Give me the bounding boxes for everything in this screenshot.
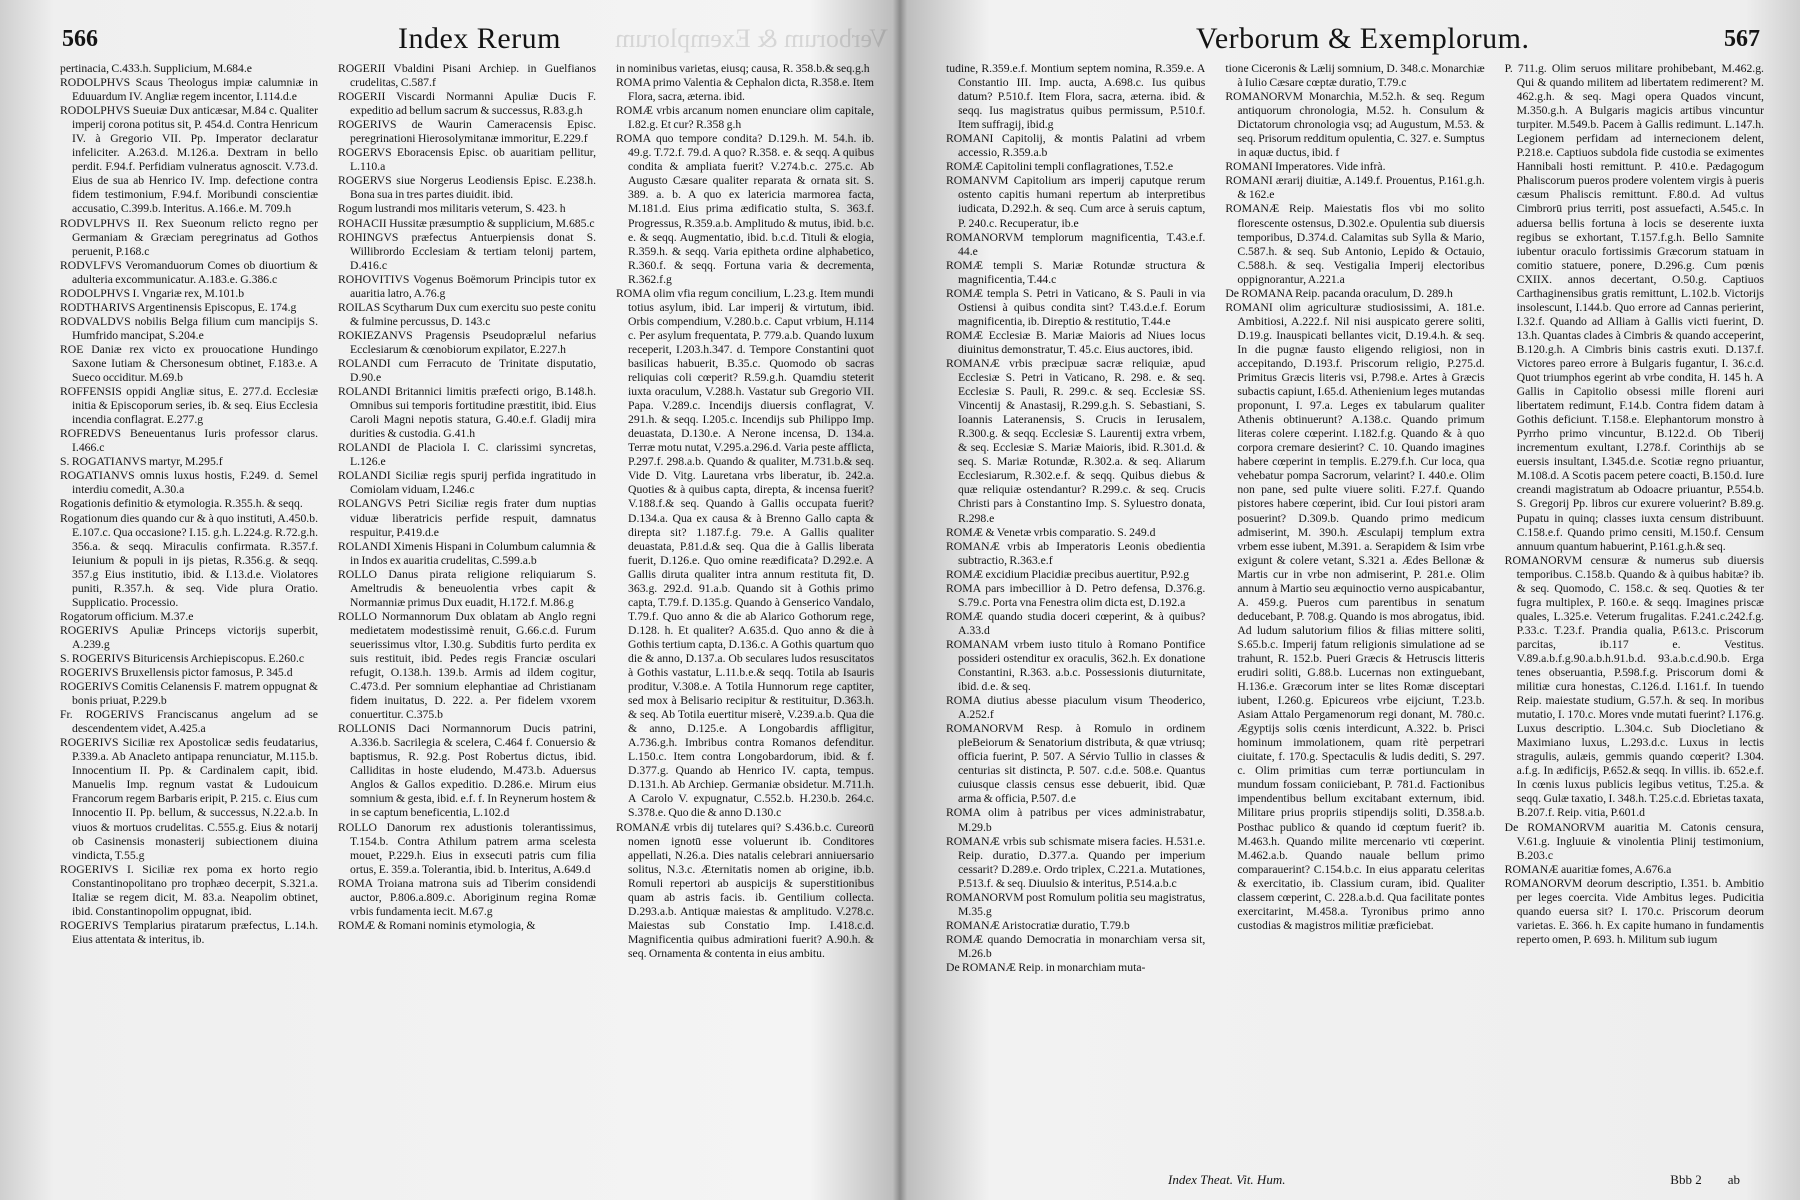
index-entry: ROMANÆ vrbis dij tutelares qui? S.436.b.c. Cureorū nomen ignotū esse voluerunt ib. Conditores appellati, N.26.a. Dies natalis celebrari anniuersario solitus, N.3.c. Æternitatis nomen ab origine, ib.b. Romuli repertori ab auspicijs & superstitionibus quam ab astris facis. ib. Gentilium collecta. D.293.a.b. Antiquæ maiestas & amplitudo. V.278.c. Maiestas sub Constatio Imp. I.418.c.d. Magnificentia quibus admirationi fuerit? A.90.h. & seq. Ornamenta & contenta in eius ambitu. [616, 820, 874, 960]
index-entry: ROMA olim vfia regum concilium, L.23.g. Item mundi totius asylum, ibid. Lar imperij & virtutum, ibid. Orbis compendium, V.280.b.c. Caput vrbium, H.114 c. Per asylum frequentata, P. 779.a.b. Quando luxum receperit, I.203.h.347. d. Tempore Constantini quot basilicas habuerit, B.35.c. Quomodo ob sacras reliquias coli cœperit? R.59.g.h. Quamdiu steterit iuxta oraculum, V.288.h. Vastatur sub Gregorio VII. Papa. V.289.c. Incendijs diuersis conflagrat, V. 291.h. & seqq. I.205.c. Incendijs sub Philippo Imp. deuastata, D.130.e. A Nerone incensa, D. 134.a. Terræ motu nutat, V.295.a.296.d. Varia peste afflicta, P.297.f. 298.a.b. Quando & qualiter, M.731.b.& seq. Vide D. Vitg. Lauretana vrbs liberatur, ib. 242.a. Quoties & à quibus capta, direpta, & incensa fuerit? V.188.f.& seq. Quando à Gallis occupata fuerit? D.134.a. Qua ex causa & à Brenno Gallo capta & direpta sit? 1.187.f.g. 79.e. A Gallis qualiter deuastata, P.81.d.& seq. Qua die à Gallis liberata fuerit, D.126.e. Quo omine reædificata? D.292.e. A Gallis diruta qualiter intra annum restituta fit, D. 363.g. 292.d. 91.a.b. Quando sit à Gothis primo capta, T.79.f. D.135.g. Quando à Genserico Vandalo, T.79.f. Quo anno & die ab Alarico Gothorum rege, D.128. h. Et qualiter? A.635.d. Quo anno & die à Gothis tertium capta, D.136.c. A Gothis quartum quo die & anno, D.137.a. Ob seculares ludos resuscitatos à Gothis vastatur, L.11.b.e.& seqq. Totila ab Isauris proditur, V.308.e. A Totila Hunnorum rege captiter, sed mox à Belisario recipitur & restituitur, D.363.h. & seq. Ab Totila euertitur miserè, V.239.a.b. Qua die & anno, D.125.e. A Longobardis affligitur, A.736.g.h. Imbribus contra Romanos defenditur. L.150.c. Item contra Longobardorum, ibid. & f. D.377.g. Quando ab Henrico IV. capta, tempus. D.131.h. Ab Archiep. Germaniæ obsidetur. M.711.h. A Carolo V. expugnatur, C.552.b. H.230.b. 264.c. S.378.e. Quo die & anno D.130.c [616, 286, 874, 820]
index-column [616, 62, 874, 1178]
index-entry: ROMANORVM post Romulum politia seu magistratus, M.35.g [946, 890, 1206, 918]
index-entry: ROMANI Imperatores. Vide infrà. [1225, 160, 1386, 174]
index-entry: pertinacia, C.433.h. Supplicium, M.684.e [60, 62, 252, 75]
index-entry: ROGERIVS I. Siciliæ rex poma ex horto regio Constantinopolitano pro trophæo decerpit, S.321.a. Italiæ se regem dicit, M. 83.a. Neapolim obtinet, ibid. Constantinopolim oppugnat, ibid. [60, 862, 318, 918]
index-entry: in nominibus varietas, eiusq; causa, R. 358.b.& seq.g.h [616, 62, 870, 75]
index-entry: ROMANÆ vrbis sub schismate misera facies. H.531.e. Reip. duratio, D.377.a. Quando per imperium cessarit? D.289.e. Ordo triplex, C.221.a. Mutationes, P.513.f. & seq. Diuulsio & interitus, P.514.a.b.c [946, 834, 1206, 890]
index-entry: ROMÆ Ecclesiæ B. Mariæ Maioris ad Niues locus diuinitus demonstratur, T. 45.c. Eius auctores, ibid. [946, 328, 1206, 356]
index-entry: De ROMANORVM auaritia M. Catonis censura, V.61.g. Ingluuie & vinolentia Plinij testimonium, B.203.c [1504, 820, 1764, 862]
index-entry: ROGERII Vbaldini Pisani Archiep. in Guelfianos crudelitas, C.587.f [338, 62, 596, 90]
index-entry: ROKIEZANVS Pragensis Pseudoprælul nefarius Ecclesiarum & cœnobiorum expilator, E.227.h [338, 328, 596, 356]
index-entry: Rogationis definitio & etymologia. R.355.h. & seqq. [60, 497, 303, 511]
index-entry: ROFFENSIS oppidi Angliæ situs, E. 277.d. Ecclesiæ initia & Episcoporum series, ib. & seq. Eius Ecclesia incendia conflagrat. E.277.g [60, 385, 318, 427]
index-entry: Rogatorum officium. M.37.e [60, 609, 194, 623]
index-column [946, 62, 1205, 1178]
index-entry: De ROMANA Reip. pacanda oraculum, D. 289.h [1225, 286, 1453, 300]
index-entry: ROMANORVM Monarchia, M.52.h. & seq. Regum antiquorum chronologia, M.52. h. Consulum & Dictatorum chronologia vsq; ad Augustum, M.53. & seq. Prisorum redditum opulentia, C. 327. e. Sumptus in aquæ ductus, ibid. f [1225, 90, 1485, 160]
index-entry: ROMANI Capitolij, & montis Palatini ad vrbem accessio, R.359.a.b [946, 132, 1206, 160]
index-entry: ROMANÆ Reip. Maiestatis flos vbi mo solito florescente ostensus, D.302.e. Opulentia sub diuersis temporibus, D.374.d. Calamitas sub Sylla & Mario, C.587.h. & seq. Sub Antonio, Lepido & Octauio, C.588.h. & seq. Vestigalia Imperij electoribus oppignorantur, A.221.a [1225, 202, 1485, 286]
index-column [1225, 62, 1484, 1178]
catchword: ab [1727, 1172, 1740, 1187]
index-entry: ROMANORVM deorum descriptio, I.351. b. Ambitio per leges coercita. Vide Ambitus leges. Pudicitia quando euersa sit? I. 170.c. Priscorum deorum varietas. E. 366. h. Ex capite humano in fundamentis reperto omen, P. 693. h. Militum sub iugum [1504, 876, 1764, 946]
index-column [60, 62, 318, 1178]
index-entry: ROLLONIS Daci Normannorum Ducis patrini, A.336.b. Sacrilegia & scelera, C.464 f. Conuersio & baptismus, R. 92.g. Post Robertus dictus, ibid. Calliditas in hoste eludendo, M.473.b. Aduersus Anglos & Gallos expeditio. D.286.e. Mirum eius somnium & gesta, ibid. e.f. f. In Reynerum hostem & in se captum beneficentia, L.102.d [338, 722, 596, 820]
index-entry: RODOLPHVS Scaus Theologus impiæ calumniæ in Eduuardum IV. Angliæ regem incentor, I.114.d.e [60, 76, 318, 104]
index-column [1505, 62, 1764, 1178]
index-entry: ROMA Troiana matrona suis ad Tiberim considendi auctor, P.806.a.809.c. Aboriginum regina Romæ vrbis fundamenta iecit. M.67.g [338, 876, 596, 918]
index-entry: RODTHARIVS Argentinensis Episcopus, E. 174.g [60, 300, 297, 314]
index-entry: ROMÆ vrbis arcanum nomen enunciare olim capitale, I.82.g. Et cur? R.358 g.h [616, 104, 874, 132]
index-entry: ROMANÆ vrbis præcipuæ sacræ reliquiæ, apud Ecclesiæ S. Petri in Vaticano, R. 298. e. & seq. Ecclesiæ S. Pauli, R. 299.c. & seq. Ecclesiæ SS. Vincentij & Anastasij, R.299.g.h. S. Sebastiani, S. Ioannis Lateranensis, S. Crucis in Ierusalem, R.300.g. & seqq. Ecclesiæ S. Laurentij extra vrbem, & seq. Ecclesiæ S. Mariæ Maioris, ibid. R.301.d. & seq. S. Mariæ Rotundæ, R.302.a. & seq. Aliarum Ecclesiarum, R.302.e.f. & seqq. Quibus diebus & quæ reliquiæ ostendantur? R.299.c. & seq. Crucis Christi pars à Constantino Imp. S. Syluestro donata, R.298.e [946, 356, 1206, 525]
index-entry: ROMÆ excidium Placidiæ precibus auertitur, P.92.g [946, 567, 1190, 581]
index-entry: ROLANDI de Placiola I. C. clarissimi syncretas, L.126.e [338, 441, 596, 469]
index-entry: ROLANDI Britannici limitis præfecti origo, B.148.h. Omnibus sui temporis fortitudine præstitit, ibid. Eius Caroli Magni nepotis statura, G.40.e.f. Gladij mira durities & custodia. G.41.h [338, 385, 596, 441]
index-entry: ROLANDI Ximenis Hispani in Columbum calumnia & in Indos ex auaritia crudelitas, C.599.a.b [338, 539, 596, 567]
index-entry: ROMÆ quando Democratia in monarchiam versa sit, M.26.b [946, 932, 1206, 960]
index-entry: ROHOVITIVS Vogenus Boëmorum Principis tutor ex auaritia latro, A.76.g [338, 272, 596, 300]
index-entry: ROGERII Viscardi Normanni Apuliæ Ducis F. expeditio ad bellum sacrum & successus, R.83.g.h [338, 90, 596, 118]
index-entry: ROGERIVS Siciliæ rex Apostolicæ sedis feudatarius, P.339.a. Ab Anacleto antipapa renunciatur, M.115.b. Innocentium II. Pp. & Cardinalem capit, ibid. Manuelis Imp. regnum vastat & Ludouicum Francorum regem Barbaris eripit, P. 215. c. Eius cum Innocentio II. Pp. bellum, & successus, N.22.a.b. In viuos & mortuos crudelitas. C.555.g. Eius & notarij ob Casinensis monasterij subiectionem diuina vindicta, T.55.g [60, 736, 318, 862]
index-entry: ROGERIVS Comitis Celanensis F. matrem oppugnat & bonis priuat, P.229.b [60, 680, 318, 708]
index-entry: ROMA primo Valentia & Cephalon dicta, R.358.e. Item Flora, sacra, æterna. ibid. [616, 76, 874, 104]
index-entry: ROLANGVS Petri Siciliæ regis frater dum nuptias viduæ liberatricis perfide respuit, damnatus respuitur, P.419.d.e [338, 497, 596, 539]
right-running-title: Verborum & Exemplorum. [1196, 22, 1530, 55]
index-entry: ROGERVS siue Norgerus Leodiensis Episc. E.238.h. Bona sua in tres partes diuidit. ibid. [338, 174, 596, 202]
index-entry: ROGERIVS Apuliæ Princeps victorijs superbit, A.239.g [60, 623, 318, 651]
index-entry: ROE Daniæ rex victo ex prouocatione Hundingo Saxone Iutiam & Chersonesum obtinet, F.183.e. A Sueco occiditur. M.69.b [60, 342, 318, 385]
index-entry: ROMA olim à patribus per vices administrabatur, M.29.b [946, 806, 1206, 834]
index-entry: RODOLPHVS Sueuiæ Dux anticæsar, M.84 c. Qualiter imperij corona potitus sit, P. 454.d. Contra Henricum IV. à Gregorio VII. Pp. Imperator declaratur infeliciter. A.263.d. M.126.a. Dextram in bello perdit. F.94.f. Perfidiam vulneratus agnoscit. V.73.d. Eius de sua ab Henrico IV. Imp. defectione contra fidem testimonium, F.94.f. Moribundi conscientiæ accusatio, C.399.b. Interitus. A.166.e. M. 709.h [60, 104, 318, 216]
index-entry: ROMÆ Capitolini templi conflagrationes, T.52.e [946, 160, 1174, 174]
index-entry: ROLLO Danorum rex adustionis tolerantissimus, T.154.b. Contra Athilum patrem arma scelesta mouet, P.229.h. Eius in exsecuti patris cum filia ortus, E. 359.a. Tolerantia, ibid. b. Interitus, A.649.d [338, 820, 596, 876]
index-entry: Rogationum dies quando cur & à quo instituti, A.450.b. E.107.c. Qua occasione? I.15. g.h. L.224.g. R.72.g.h. 356.a. & seqq. Miraculis confirmata. R.357.f. Ieiunium & populi in ijs pietas, R.356.g. & seqq. 357.g Eius institutio, ibid. & I.13.d.e. Violatores puniti, R.357.h. & seq. Vide plura Oratio. Supplicatio. Processio. [60, 511, 318, 609]
index-entry: ROLLO Normannorum Dux oblatam ab Anglo regni medietatem modestissimè renuit, G.66.c.d. Furum seuerissimus vltor, I.30.g. Subditis furto perdita ex suis restituit, ibid. Pedes regis Franciæ osculari refugit, O.138.h. 139.b. Armis ad ildem cogitur, C.473.d. Per somnium elephantiae ad Christianam fidem inuitatus, D. 222. a. Per fidelem vxorem conuertitur. C.375.b [338, 609, 596, 722]
index-entry: Fr. ROGERIVS Franciscanus angelum ad se descendentem videt, A.425.a [60, 708, 318, 736]
index-entry: ROMÆ quando studia doceri cœperint, & à quibus? A.33.d [946, 609, 1206, 637]
index-entry: tudine, R.359.e.f. Montium septem nomina, R.359.e. A Constantio III. Imp. aucta, A.698.c. Ius quibus datum? P.510.f. Item Flora, sacra, æterna. ibid. & seqq. Ius magistratus quibus permissum, P.510.f. Item suffragij, ibid.g [946, 62, 1206, 132]
index-entry: ROMANÆ vrbis ab Imperatoris Leonis obedientia subtractio, R.363.e.f [946, 539, 1206, 567]
index-entry: ROGERIVS de Waurin Cameracensis Episc. peregrinationi Hierosolymitanæ immoritur, E.229.f [338, 118, 596, 146]
right-page-header [900, 22, 1800, 62]
index-entry: ROMA pars imbecillior à D. Petro defensa, D.376.g. S.79.c. Porta vna Fenestra olim dicta est, D.192.a [946, 581, 1206, 609]
index-entry: ROGERIVS Templarius piratarum præfectus, L.14.h. Eius attentata & interitus, ib. [60, 918, 318, 946]
index-entry: Rogum lustrandi mos militaris veterum, S. 423. h [338, 202, 566, 216]
left-page-columns [60, 62, 874, 1178]
signature: Bbb 2 [1670, 1172, 1702, 1187]
index-entry: tione Ciceronis & Lælij somnium, D. 348.c. Monarchiæ à Iulio Cæsare cœptæ duratio, T.79.c [1225, 62, 1485, 90]
index-entry: ROHACII Hussitæ præsumptio & supplicium, M.685.c [338, 216, 595, 230]
index-entry: ROMANORVM censuræ & numerus sub diuersis temporibus. C.158.b. Quando & à quibus habitæ? ib. & seq. Quomodo, C. 158.c. & seq. Quoties & ter fugra multiplex, P. 160.e. & seqq. Imagines priscæ quales, L.325.e. Veterum frugalitas. F.241.c.242.f.g. P.33.c. T.23.f. Prandia qualia, P.613.c. Priscorum parcitas, ib.117 e. Vestitus. V.89.a.b.f.g.90.a.b.h.91.b.d. 93.a.b.c.d.90.b. Erga tenes obseruantia, P.598.f.g. Priscorum domi & militiæ cura honestas, C.126.d. I.161.f. In tuendo Reip. maiestate studium, G.57.h. & seq. In moribus mutatio, I. 170.c. Mores vnde mutati fuerint? I.176.g. Luxus descriptio. L.304.c. Sub Diocletiano & Maximiano luxus, L.293.d.c. Luxus in lectis stragulis, aulæis, gemmis quando cœperit? I.304. a.f.g. In ædificijs, P.652.& seqq. In villis. ib. 652.e.f. In cœnis luxus publicis legibus vetitus, T.25.a. & seqq. Gulæ taxatio, I. 348.h. T.25.c.d. Ebrietas taxata, B.207.f. Reip. vitia, P.601.d [1504, 553, 1764, 820]
index-entry: ROMÆ & Venetæ vrbis comparatio. S. 249.d [946, 525, 1156, 539]
index-entry: ROGERVS Eboracensis Episc. ob auaritiam pellitur, L.110.a [338, 146, 596, 174]
index-entry: P. 711.g. Olim seruos militare prohibebant, M.462.g. Qui & quando militem ad libertatem redimerent? M. 462.g.h. & seq. Magi opera Quados vincunt, M.350.g.h. A Bulgaris magicis artibus vincuntur turpiter. M.549.b. Pacem à Gallis redimunt. L.147.h. Legionem perfidam ad internecionem delent, P.218.e. Captiuos subdola fide custodia se eximentes Hannibali hosti remittunt. P. 410.e. Pædagogum Phaliscorum pueros prodere volentem virgis à pueris cæsum Phaliscis remittunt. F.80.d. Ad vultus Cimbrorū prius territi, post assuefacti, A.545.c. In aduersa bellis fortuna à locis se deserente iuxta regibus se exhortant, T.157.f.g.h. Bello Samnite iubentur oraculo fortissimis Græcorum statuam in comitio statuere, ponere, D.296.g. Cum pœnis CXIIX. annos decertant, O.50.g. Captiuos Carthaginensibus gratis remittunt, L.102.b. Victorijs insolescunt, I.144.b. Quo errore ad Cannas perierint, I.32.f. Quando ad Alliam à Gallis victi fuerint, D. 13.h. Quantas clades à Cimbris & quando acceperint, B.120.g.h. A Cimbris binis castris exuti. D.137.f. Victores pareo errore à Bulgaris fugantur, I. 36.c.d. Quot triumphos egerint ab vrbe condita, H. 145 h. A Gallis in Capitolio obsessi mille floreni auri libertatem redimunt, F.14.b. Contra fidem datam à Gothis deficiunt. T.158.e. Elephantorum monstro à Pyrrho primo vincuntur, B.122.d. Ob Tiberij incrementum exultant, I.278.f. Corinthijs ab se euersis insultant, I.345.d.e. Scotiæ regno priuantur, M.108.d. A Scotis pacem petere coacti, B.150.d. Iure creandi magistratum ab Odoacre priuantur, P.554.b. S. Gregorij Pp. libros cur exurere voluerint? B.89.g. Pupatu in quinq; classes iuxta censum distribuunt. C.158.e.f. Quando primo censiti, M.150.f. Censum annuum quantum habuerint, P.161.g.h.& seq. [1504, 62, 1764, 553]
index-entry: ROMA quo tempore condita? D.129.h. M. 54.h. ib. 49.g. T.72.f. 79.d. A quo? R.358. e. & seqq. A quibus condita & ampliata fuerit? V.274.b.c. 275.c. Ab Augusto Cæsare qualiter reparata & ornata sit. S. 389. a. b. A quo ex latericia marmorea facta, M.181.d. Eius prima ædificatio stulta, S. 363.f. Progressus, R.359.a.b. Amplitudo & mutus, ibid. b.c. e. & seqq. Augmentatio, ibid. b.c.d. Tituli & elogia, R.359.h. & seqq. Varia epitheta ordine alphabetico, R.360.f. & seqq. Fortuna varia & decrementa, R.362.f.g [616, 132, 874, 286]
index-entry: ROHINGVS præfectus Antuerpiensis donat S. Willibrordo Ecclesiam & tertiam telonij partem, D.416.c [338, 230, 596, 272]
index-entry: ROMANORVM templorum magnificentia, T.43.e.f. 44.e [946, 230, 1206, 258]
index-entry: ROGATIANVS omnis luxus hostis, F.249. d. Semel interdiu comedit, A.30.a [60, 469, 318, 497]
footer-note: Index Theat. Vit. Hum. [1168, 1172, 1286, 1187]
index-entry: RODOLPHVS I. Vngariæ rex, M.101.b [60, 286, 245, 300]
index-entry: RODVLPHVS II. Rex Sueonum relicto regno per Germaniam & Græciam peregrinatus ad Gothos peruenit, P.168.c [60, 216, 318, 258]
left-page-header [0, 22, 900, 62]
show-through-title: Verborum & Exemplorum [615, 24, 888, 53]
right-page [900, 0, 1800, 1200]
index-entry: ROMANÆ auaritiæ fomes, A.676.a [1504, 862, 1672, 876]
index-entry: ROLLO Danus pirata religione reliquiarum S. Ameltrudis & beneuolentia vrbes capit & Normanniæ primus Dux euadit, H.172.f. M.86.g [338, 567, 596, 609]
right-page-number: 567 [1724, 26, 1760, 52]
index-entry: ROMANORVM Resp. à Romulo in ordinem pleBeiorum & Senatorium distributa, & quæ vtriusq; officia fuerint, P. 507. A Sérvio Tullio in classes & centurias sit distincta, P. 507. c.d.e. 508.e. Quantus cuiusque classis census esse debuerit, ibid. Quæ arma & officia, P.507. d.e [946, 722, 1206, 806]
index-entry: ROMANVM Capitolium ars imperij caputque rerum ostento capitis humani repertum ab interpretibus iudicata, D.292.h. & seq. Cum arce à seruis captum, P. 240.c. Recuperatur, ib.e [946, 174, 1206, 230]
index-entry: ROFREDVS Beneuentanus Iuris professor clarus. I.466.c [60, 427, 318, 455]
index-entry: ROILAS Scytharum Dux cum exercitu suo peste conitu & fulmine percussus, D. 143.c [338, 300, 596, 328]
index-entry: ROLANDI cum Ferracuto de Trinitate disputatio, D.90.e [338, 356, 596, 385]
index-entry: S. ROGERIVS Bituricensis Archiepiscopus. E.260.c [60, 651, 305, 665]
index-entry: De ROMANÆ Reip. in monarchiam muta- [946, 961, 1146, 974]
right-page-columns [946, 62, 1764, 1178]
index-entry: ROMÆ templa S. Petri in Vaticano, & S. Pauli in via Ostiensi à quibus condita sint? T.43.d.e.f. Eorum magnificentia, ib. Direptio & restitutio, T.44.e [946, 286, 1206, 328]
index-entry: ROMÆ templi S. Mariæ Rotundæ structura & magnificentia, T.44.c [946, 258, 1206, 286]
signature-mark [1670, 1172, 1740, 1188]
left-running-title: Index Rerum [398, 22, 561, 55]
index-entry: ROMANÆ Aristocratiæ duratio, T.79.b [946, 918, 1130, 932]
index-entry: ROMANI olim agriculturæ studiosissimi, A. 181.e. Ambitiosi, A.222.f. Nil nisi auspicato gerere soliti, D.19.g. Inauspicati bellantes vicit, D.19.4.h. & seq. In die pugnæ fausto eligendo religiosi, non in accepitando, D.193.f. Priscorum religio, P.275.d. Primitus Græcis literis vsi, P.798.e. Artes à Græcis subactis capiunt, I.65.d. Athenienium leges mutandas proponunt, I. 97.a. Leges ex tabularum qualiter Athenis obtinuerunt? A.138.c. Quando primum literas colere cœperint. I.182.f.g. Quando & à quo corpora cremare desierint? C. 10. Quando imagines habere cœperint in templis. E.279.f.h. Cur loca, qua vehebatur pompa Sacrorum, velarint? I. 440.e. Olim non pane, sed pulte viuere soliti. F.27.f. Quando pistores habere cœperint, ibid. Cur Ioui pistori aram posuerint? D.309.b. Quando primo medicum admiserint, M. 390.h. Æsculapij templum extra vrbem esse iubent, M.391. a. Serapidem & Isim vrbe exigunt & colere vetant, S.321 a. Ædes Bellonæ & Martis cur in vrbe non admiserint, P. 281.e. Olim annum à Martio seu æquinoctio verno auspicabantur, A. 459.g. Pueros cum parentibus in senatum deducebant, P. 708.g. Quando is mos abrogatus, ibid. Ad ludum salutorium filios & filias mittere soliti, S.65.b.c. Imperij fatum religionis simulatione ad se trahunt, R. 152.b. Pueri Græcis & Hetruscis litteris erudiri soliti, G.88.b. Lucernas non extinguebant, H.136.e. Græcorum inter se lites Romæ disceptari iubent, I.260.g. Epicureos vrbe eijciunt, T.23.b. Asiam Attalo Pergamenorum regi donant, M. 780.c. Ægyptijs solis cœnis interdicunt, A.322. b. Prisci hominum immolationem, quam ritè perpetrari ciuitate, f. 170.g. Spectaculis & ludis dediti, S. 297. c. Olim primitias cum terræ portiunculam in mundum fossam coniiciebant, P. 781.d. Factionibus impendentibus bellum excitabant externum, ibid. Militare prius propriis stipendijs soliti, D.358.a.b. Posthac publico & quando id cœptum fuerit? ib. M.463.h. Quando milite mercenario vti cœperint. M.462.a.b. Quando nauale bellum primo comparauerint? C.154.b.c. In eius apparatu celeritas & exercitatio, ib. Classium curam, ibid. Qualiter classem cœperint, C. 228.a.b.d. Qua facilitate pontes exercitarint, M.458.a. Tyronibus primo anno custodias & magistros militiæ præficiebat. [1225, 300, 1485, 932]
index-entry: ROMANI ærarij diuitiæ, A.149.f. Prouentus, P.161.g.h. & 162.e [1225, 174, 1485, 202]
index-entry: ROMA diutius abesse piaculum visum Theoderico, A.252.f [946, 694, 1206, 722]
index-entry: ROGERIVS Bruxellensis pictor famosus, P. 345.d [60, 666, 293, 680]
index-entry: ROLANDI Siciliæ regis spurij perfida ingratitudo in Comiolam viduam, I.246.c [338, 469, 596, 497]
left-page-number: 566 [62, 26, 98, 52]
index-entry: ROMÆ & Romani nominis etymologia, & [338, 918, 536, 932]
index-entry: RODVLFVS Veromanduorum Comes ob diuortium & adulteria excommunicatur. A.183.e. G.386.c [60, 258, 318, 286]
index-entry: RODVALDVS nobilis Belga filium cum mancipijs S. Humfrido mancipat, S.204.e [60, 314, 318, 342]
index-entry: ROMANAM vrbem iusto titulo à Romano Pontifice possideri ostenditur ex oraculis, 362.h. Ex donatione Constantini, R.363. a.b.c. Possessionis diuturnitate, ibid. d.e. & seq. [946, 637, 1206, 694]
index-entry: S. ROGATIANVS martyr, M.295.f [60, 455, 223, 469]
index-column [338, 62, 596, 1178]
